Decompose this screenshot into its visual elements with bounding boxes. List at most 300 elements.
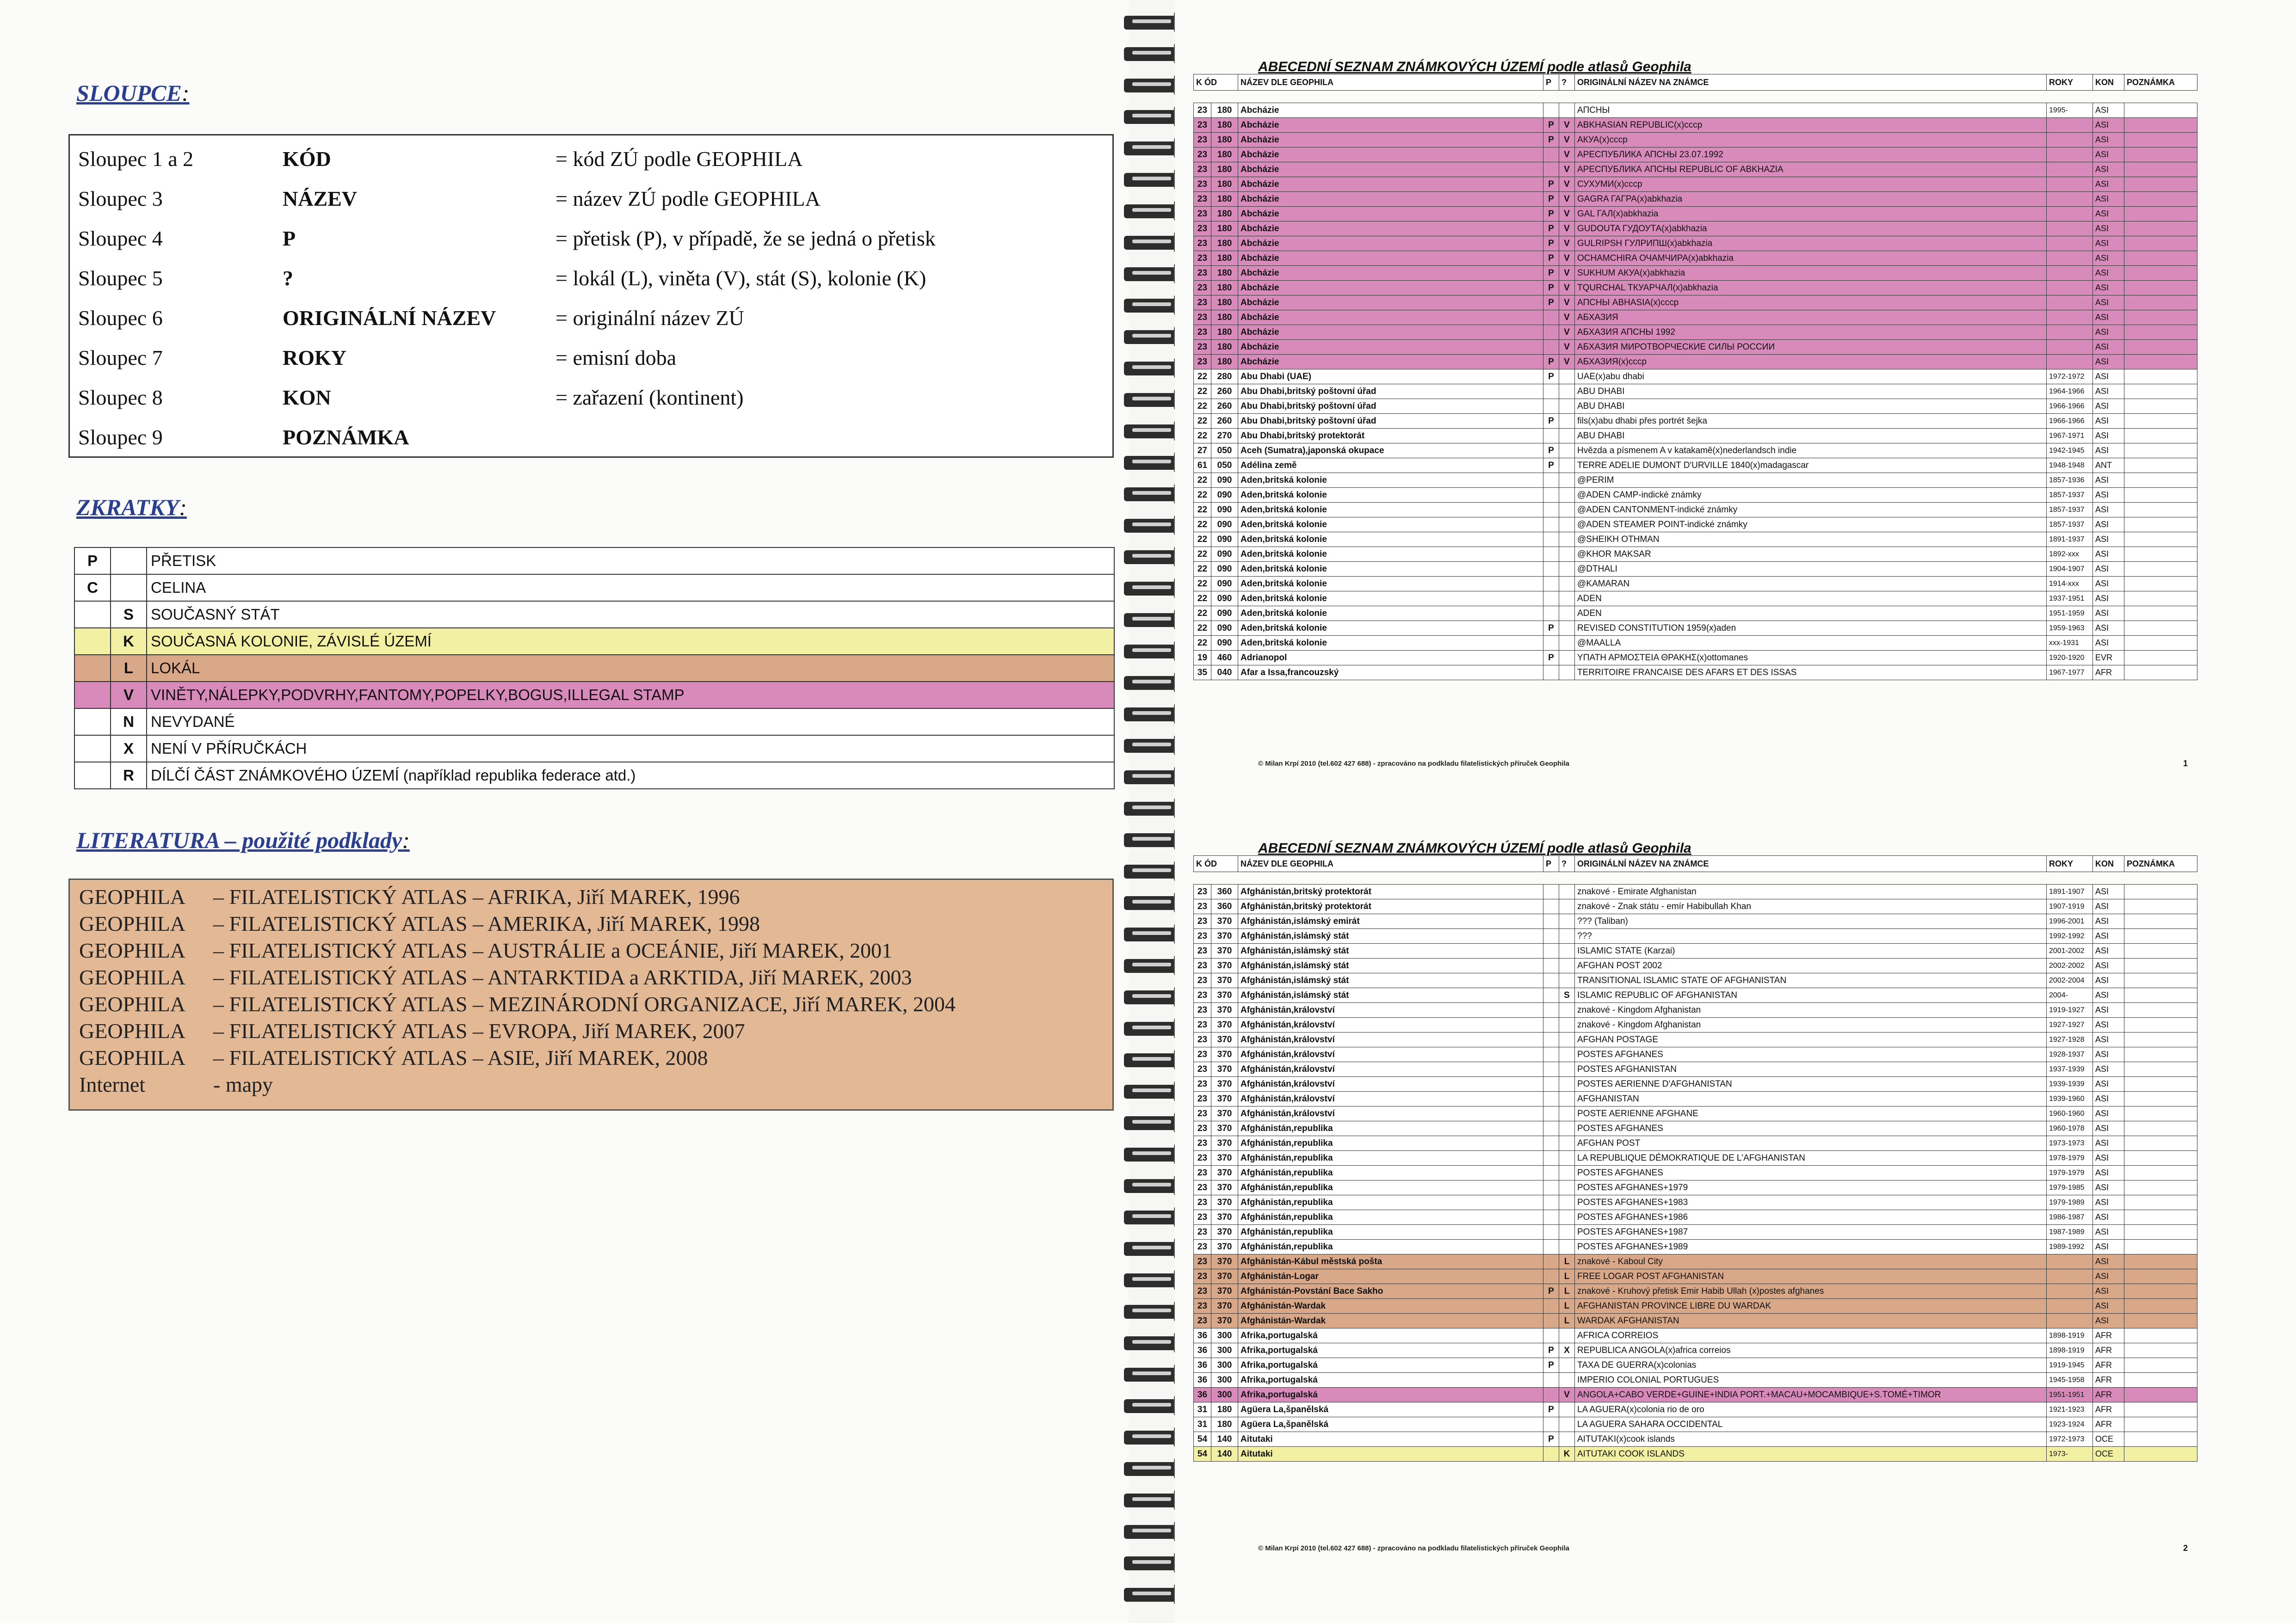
coil-highlight: [1132, 743, 1171, 746]
original-name: АКУА(x)cccp: [1575, 133, 2047, 148]
note: [2124, 443, 2197, 458]
type-flag: V: [1559, 295, 1575, 310]
overprint-flag: [1543, 636, 1559, 651]
note: [2124, 221, 2197, 236]
code-1: 23: [1194, 1195, 1211, 1210]
code-2: 300: [1211, 1373, 1238, 1388]
overprint-flag: P: [1543, 1343, 1559, 1358]
code-1: 23: [1194, 236, 1211, 251]
table-row: [1194, 399, 2197, 414]
table-row: [1194, 473, 2197, 488]
coil-highlight: [1132, 523, 1171, 526]
table-row: [1194, 1343, 2197, 1358]
original-name: ISLAMIC STATE (Karzai): [1575, 944, 2047, 959]
type-flag: [1559, 1195, 1575, 1210]
continent: ASI: [2093, 266, 2124, 281]
literature-source: GEOPHILA: [79, 992, 185, 1016]
original-name: GUDOUTA ГУДОУТА(x)abkhazia: [1575, 221, 2047, 236]
type-flag: [1559, 1417, 1575, 1432]
column-description: = kód ZÚ podle GEOPHILA: [555, 147, 803, 171]
original-name: ΥΠΑΤΗ ΑΡΜΟΣΤΕΙΑ ΘΡΑΚΗΣ(x)ottomanes: [1575, 651, 2047, 665]
continent: ASI: [2093, 251, 2124, 266]
type-flag: [1559, 1373, 1575, 1388]
territory-name: Afghánistán,republika: [1238, 1210, 1543, 1225]
territory-name: Afghánistán-Wardak: [1238, 1314, 1543, 1328]
note: [2124, 562, 2197, 577]
continent: ASI: [2093, 621, 2124, 636]
type-flag: [1559, 1225, 1575, 1240]
type-flag: V: [1559, 177, 1575, 192]
literature-source: GEOPHILA: [79, 1019, 185, 1043]
spiral-coil: [1119, 261, 1184, 287]
note: [2124, 517, 2197, 532]
code-2: 180: [1211, 266, 1238, 281]
years: 1857-1937: [2047, 488, 2093, 503]
years: [2047, 192, 2093, 207]
note: [2124, 1314, 2197, 1328]
years: 1914-xxx: [2047, 577, 2093, 591]
abbreviation-row: [74, 762, 1114, 789]
territory-name: Agüera La,španělská: [1238, 1402, 1543, 1417]
code-2: 370: [1211, 1121, 1238, 1136]
coil-highlight: [1132, 994, 1171, 998]
continent: ASI: [2093, 325, 2124, 340]
type-flag: [1559, 369, 1575, 384]
type-flag: [1559, 473, 1575, 488]
code-2: 180: [1211, 355, 1238, 369]
spiral-coil: [1119, 229, 1184, 255]
territory-name: Abu Dhabi,britský protektorát: [1238, 429, 1543, 443]
note: [2124, 118, 2197, 133]
code-2: 300: [1211, 1343, 1238, 1358]
original-name: AFGHAN POSTAGE: [1575, 1033, 2047, 1047]
years: [2047, 221, 2093, 236]
overprint-flag: [1543, 503, 1559, 517]
continent: ASI: [2093, 562, 2124, 577]
type-flag: [1559, 1062, 1575, 1077]
coil-highlight: [1132, 837, 1171, 841]
original-name: ABU DHABI: [1575, 429, 2047, 443]
original-name: СУХУМИ(x)cccp: [1575, 177, 2047, 192]
abbreviation-code-2: L: [111, 655, 147, 682]
code-1: 22: [1194, 414, 1211, 429]
table-row: [1194, 281, 2197, 295]
table-row: [1194, 1447, 2197, 1462]
table-row: [1194, 1269, 2197, 1284]
note: [2124, 236, 2197, 251]
header-original-name: ORIGINÁLNÍ NÁZEV NA ZNÁMCE: [1575, 74, 2047, 91]
years: [2047, 133, 2093, 148]
years: 1904-1907: [2047, 562, 2093, 577]
type-flag: [1559, 1121, 1575, 1136]
literature-source: GEOPHILA: [79, 885, 185, 909]
overprint-flag: [1543, 340, 1559, 355]
code-1: 23: [1194, 192, 1211, 207]
code-2: 180: [1211, 177, 1238, 192]
code-1: 54: [1194, 1447, 1211, 1462]
type-flag: [1559, 458, 1575, 473]
continent: ASI: [2093, 1151, 2124, 1166]
coil-highlight: [1132, 19, 1171, 23]
overprint-flag: [1543, 944, 1559, 959]
table-row: [1194, 944, 2197, 959]
territory-name: Afghánistán-Kábul městská pošta: [1238, 1254, 1543, 1269]
continent: ASI: [2093, 1254, 2124, 1269]
code-2: 370: [1211, 1003, 1238, 1018]
abbreviation-code-1: [74, 655, 111, 682]
literature-box: [68, 879, 1114, 1111]
coil-highlight: [1132, 585, 1171, 589]
note: [2124, 1107, 2197, 1121]
note: [2124, 577, 2197, 591]
code-2: 260: [1211, 399, 1238, 414]
gap-cell: [1194, 872, 2197, 885]
code-2: 270: [1211, 429, 1238, 443]
note: [2124, 458, 2197, 473]
code-1: 22: [1194, 517, 1211, 532]
columns-legend-row: [70, 338, 1112, 378]
type-flag: V: [1559, 281, 1575, 295]
original-name: ADEN: [1575, 606, 2047, 621]
table-row: [1194, 266, 2197, 281]
code-2: 370: [1211, 1240, 1238, 1254]
overprint-flag: [1543, 1240, 1559, 1254]
header-gap: [1194, 91, 2197, 103]
type-flag: V: [1559, 133, 1575, 148]
note: [2124, 1062, 2197, 1077]
literature-title: – FILATELISTICKÝ ATLAS – MEZINÁRODNÍ ORGANIZACE, Jiří MAREK, 2004: [213, 992, 956, 1016]
continent: ASI: [2093, 1284, 2124, 1299]
spiral-coil: [1119, 1015, 1184, 1041]
coil-highlight: [1132, 900, 1171, 904]
coil-highlight: [1132, 1592, 1171, 1595]
table-row: [1194, 1358, 2197, 1373]
years: [2047, 236, 2093, 251]
territory-name: Afghánistán,islámský stát: [1238, 973, 1543, 988]
overprint-flag: [1543, 532, 1559, 547]
code-1: 23: [1194, 973, 1211, 988]
coil-highlight: [1132, 334, 1171, 338]
overprint-flag: [1543, 1195, 1559, 1210]
territory-name: Afghánistán,republika: [1238, 1166, 1543, 1180]
spiral-coil: [1119, 1204, 1184, 1230]
overprint-flag: [1543, 399, 1559, 414]
original-name: TQURCHAL ТКУАРЧАЛ(x)abkhazia: [1575, 281, 2047, 295]
spiral-coil: [1119, 72, 1184, 98]
spiral-coil: [1119, 1581, 1184, 1607]
overprint-flag: [1543, 1225, 1559, 1240]
overprint-flag: [1543, 899, 1559, 914]
overprint-flag: [1543, 1092, 1559, 1107]
note: [2124, 399, 2197, 414]
original-name: POSTES AFGHANES+1987: [1575, 1225, 2047, 1240]
years: [2047, 295, 2093, 310]
spiral-coil: [1119, 544, 1184, 570]
original-name: POSTES AFGHANES+1979: [1575, 1180, 2047, 1195]
code-1: 23: [1194, 295, 1211, 310]
years: [2047, 148, 2093, 162]
continent: ASI: [2093, 1003, 2124, 1018]
type-flag: V: [1559, 266, 1575, 281]
note: [2124, 1432, 2197, 1447]
continent: ASI: [2093, 1210, 2124, 1225]
table-row: [1194, 959, 2197, 973]
territory-name: Abcházie: [1238, 355, 1543, 369]
years: 1987-1989: [2047, 1225, 2093, 1240]
years: 1951-1951: [2047, 1388, 2093, 1402]
table-row: [1194, 562, 2197, 577]
original-name: POSTES AFGHANES: [1575, 1166, 2047, 1180]
overprint-flag: [1543, 148, 1559, 162]
original-name: @ADEN CAMP-indické známky: [1575, 488, 2047, 503]
header-kod: K ÓD: [1194, 856, 1238, 872]
years: 1967-1971: [2047, 429, 2093, 443]
table-header-row: [1194, 856, 2197, 872]
years: [2047, 251, 2093, 266]
column-name: NÁZEV: [283, 187, 358, 210]
code-2: 370: [1211, 944, 1238, 959]
territory-name: Agüera La,španělská: [1238, 1417, 1543, 1432]
header-poznamka: POZNÁMKA: [2124, 856, 2197, 872]
spiral-coil: [1119, 1110, 1184, 1136]
years: 1928-1937: [2047, 1047, 2093, 1062]
years: 1921-1923: [2047, 1402, 2093, 1417]
original-name: znakové - Kruhový přetisk Emir Habib Ullah (x)postes afghanes: [1575, 1284, 2047, 1299]
table-row: [1194, 591, 2197, 606]
code-1: 23: [1194, 1121, 1211, 1136]
type-flag: [1559, 621, 1575, 636]
code-1: 23: [1194, 310, 1211, 325]
spiral-coil: [1119, 198, 1184, 224]
code-1: 23: [1194, 944, 1211, 959]
abbreviation-meaning: DÍLČÍ ČÁST ZNÁMKOVÉHO ÚZEMÍ (například republika federace atd.): [147, 762, 1114, 789]
years: 2002-2002: [2047, 959, 2093, 973]
header-roky: ROKY: [2047, 856, 2093, 872]
years: 1892-xxx: [2047, 547, 2093, 562]
territory-name: Afghánistán,republika: [1238, 1180, 1543, 1195]
territory-name: Aden,britská kolonie: [1238, 606, 1543, 621]
table-row: [1194, 443, 2197, 458]
note: [2124, 973, 2197, 988]
table-row: [1194, 325, 2197, 340]
type-flag: [1559, 1033, 1575, 1047]
note: [2124, 473, 2197, 488]
continent: ASI: [2093, 517, 2124, 532]
overprint-flag: [1543, 988, 1559, 1003]
years: 1939-1960: [2047, 1092, 2093, 1107]
territory-name: Aceh (Sumatra),japonská okupace: [1238, 443, 1543, 458]
code-2: 090: [1211, 562, 1238, 577]
code-2: 370: [1211, 973, 1238, 988]
table-row: [1194, 929, 2197, 944]
type-flag: X: [1559, 1343, 1575, 1358]
table-row: [1194, 1195, 2197, 1210]
type-flag: V: [1559, 207, 1575, 221]
overprint-flag: P: [1543, 207, 1559, 221]
original-name: UAE(x)abu dhabi: [1575, 369, 2047, 384]
territory-name: Afrika,portugalská: [1238, 1388, 1543, 1402]
coil-highlight: [1132, 1403, 1171, 1407]
note: [2124, 1225, 2197, 1240]
continent: ASI: [2093, 369, 2124, 384]
continent: ASI: [2093, 355, 2124, 369]
type-flag: [1559, 562, 1575, 577]
continent: ASI: [2093, 1047, 2124, 1062]
overprint-flag: [1543, 885, 1559, 899]
continent: AFR: [2093, 1343, 2124, 1358]
column-name: KON: [283, 386, 331, 409]
table-row: [1194, 355, 2197, 369]
original-name: znakové - Kingdom Afghanistan: [1575, 1003, 2047, 1018]
overprint-flag: P: [1543, 621, 1559, 636]
code-1: 23: [1194, 1151, 1211, 1166]
original-name: @DTHALI: [1575, 562, 2047, 577]
note: [2124, 192, 2197, 207]
table-row: [1194, 1180, 2197, 1195]
note: [2124, 355, 2197, 369]
note: [2124, 148, 2197, 162]
territory-name: Adélina země: [1238, 458, 1543, 473]
code-1: 19: [1194, 651, 1211, 665]
years: 1979-1985: [2047, 1180, 2093, 1195]
territory-name: Afghánistán,království: [1238, 1047, 1543, 1062]
code-1: 22: [1194, 547, 1211, 562]
code-2: 090: [1211, 488, 1238, 503]
abbreviation-code-1: [74, 628, 111, 655]
code-1: 36: [1194, 1343, 1211, 1358]
territory-name: Afghánistán,britský protektorát: [1238, 885, 1543, 899]
type-flag: V: [1559, 162, 1575, 177]
coil-highlight: [1132, 648, 1171, 652]
spiral-coil: [1119, 858, 1184, 884]
overprint-flag: [1543, 1373, 1559, 1388]
overprint-flag: [1543, 591, 1559, 606]
code-2: 090: [1211, 517, 1238, 532]
note: [2124, 340, 2197, 355]
original-name: GAL ГАЛ(x)abkhazia: [1575, 207, 2047, 221]
continent: ASI: [2093, 488, 2124, 503]
table-row: [1194, 414, 2197, 429]
overprint-flag: [1543, 1328, 1559, 1343]
overprint-flag: P: [1543, 443, 1559, 458]
abbreviation-row: [74, 708, 1114, 735]
code-1: 23: [1194, 885, 1211, 899]
table-row: [1194, 1284, 2197, 1299]
coil-highlight: [1132, 397, 1171, 400]
note: [2124, 369, 2197, 384]
table-row: [1194, 988, 2197, 1003]
code-1: 61: [1194, 458, 1211, 473]
continent: ASI: [2093, 606, 2124, 621]
code-1: 31: [1194, 1417, 1211, 1432]
territory-name: Abcházie: [1238, 281, 1543, 295]
territory-name: Afghánistán,království: [1238, 1107, 1543, 1121]
territory-name: Abcházie: [1238, 207, 1543, 221]
note: [2124, 1373, 2197, 1388]
continent: ASI: [2093, 310, 2124, 325]
spiral-coil: [1119, 1456, 1184, 1482]
continent: ASI: [2093, 959, 2124, 973]
continent: ASI: [2093, 929, 2124, 944]
continent: ASI: [2093, 429, 2124, 443]
years: [2047, 118, 2093, 133]
columns-legend-row: [70, 378, 1112, 418]
note: [2124, 1284, 2197, 1299]
continent: ASI: [2093, 221, 2124, 236]
code-2: 090: [1211, 503, 1238, 517]
literature-title: – FILATELISTICKÝ ATLAS – AMERIKA, Jiří MAREK, 1998: [213, 912, 760, 935]
territory-name: Abcházie: [1238, 251, 1543, 266]
type-flag: [1559, 606, 1575, 621]
coil-highlight: [1132, 208, 1171, 212]
type-flag: [1559, 1180, 1575, 1195]
original-name: AFGHAN POST: [1575, 1136, 2047, 1151]
note: [2124, 1210, 2197, 1225]
header-kon: KON: [2093, 74, 2124, 91]
code-2: 370: [1211, 1077, 1238, 1092]
header-kod: K ÓD: [1194, 74, 1238, 91]
territory-name: Abcházie: [1238, 221, 1543, 236]
note: [2124, 295, 2197, 310]
coil-highlight: [1132, 114, 1171, 117]
table-row: [1194, 1033, 2197, 1047]
overprint-flag: P: [1543, 281, 1559, 295]
literature-title: – FILATELISTICKÝ ATLAS – EVROPA, Jiří MAREK, 2007: [213, 1019, 745, 1043]
abbreviation-row: [74, 655, 1114, 682]
code-1: 23: [1194, 1062, 1211, 1077]
code-1: 23: [1194, 1210, 1211, 1225]
code-2: 140: [1211, 1432, 1238, 1447]
continent: ASI: [2093, 547, 2124, 562]
code-2: 090: [1211, 606, 1238, 621]
territory-name: Abcházie: [1238, 118, 1543, 133]
table-row: [1194, 310, 2197, 325]
spiral-coil: [1119, 732, 1184, 758]
original-name: AFGHANISTAN PROVINCE LIBRE DU WARDAK: [1575, 1299, 2047, 1314]
abbreviation-code-2: [111, 547, 147, 574]
header-kon: KON: [2093, 856, 2124, 872]
overprint-flag: [1543, 547, 1559, 562]
abbreviation-code-1: P: [74, 547, 111, 574]
table-row: [1194, 1047, 2197, 1062]
original-name: AITUTAKI(x)cook islands: [1575, 1432, 2047, 1447]
note: [2124, 606, 2197, 621]
code-2: 180: [1211, 236, 1238, 251]
overprint-flag: [1543, 1166, 1559, 1180]
note: [2124, 207, 2197, 221]
territory-name: Afghánistán,islámský stát: [1238, 944, 1543, 959]
type-flag: L: [1559, 1254, 1575, 1269]
type-flag: V: [1559, 192, 1575, 207]
header-q: ?: [1559, 856, 1575, 872]
type-flag: [1559, 899, 1575, 914]
table-row: [1194, 369, 2197, 384]
table-row: [1194, 547, 2197, 562]
table-header-row: [1194, 74, 2197, 91]
original-name: POSTES AFGHANES+1983: [1575, 1195, 2047, 1210]
original-name: znakové - Kaboul City: [1575, 1254, 2047, 1269]
code-1: 23: [1194, 1314, 1211, 1328]
code-1: 22: [1194, 606, 1211, 621]
territory-name: Abcházie: [1238, 266, 1543, 281]
code-2: 180: [1211, 325, 1238, 340]
note: [2124, 621, 2197, 636]
years: 1939-1939: [2047, 1077, 2093, 1092]
code-1: 22: [1194, 621, 1211, 636]
abbreviation-meaning: NEVYDANÉ: [147, 708, 1114, 735]
overprint-flag: P: [1543, 133, 1559, 148]
abbreviations-table: [74, 547, 1115, 789]
